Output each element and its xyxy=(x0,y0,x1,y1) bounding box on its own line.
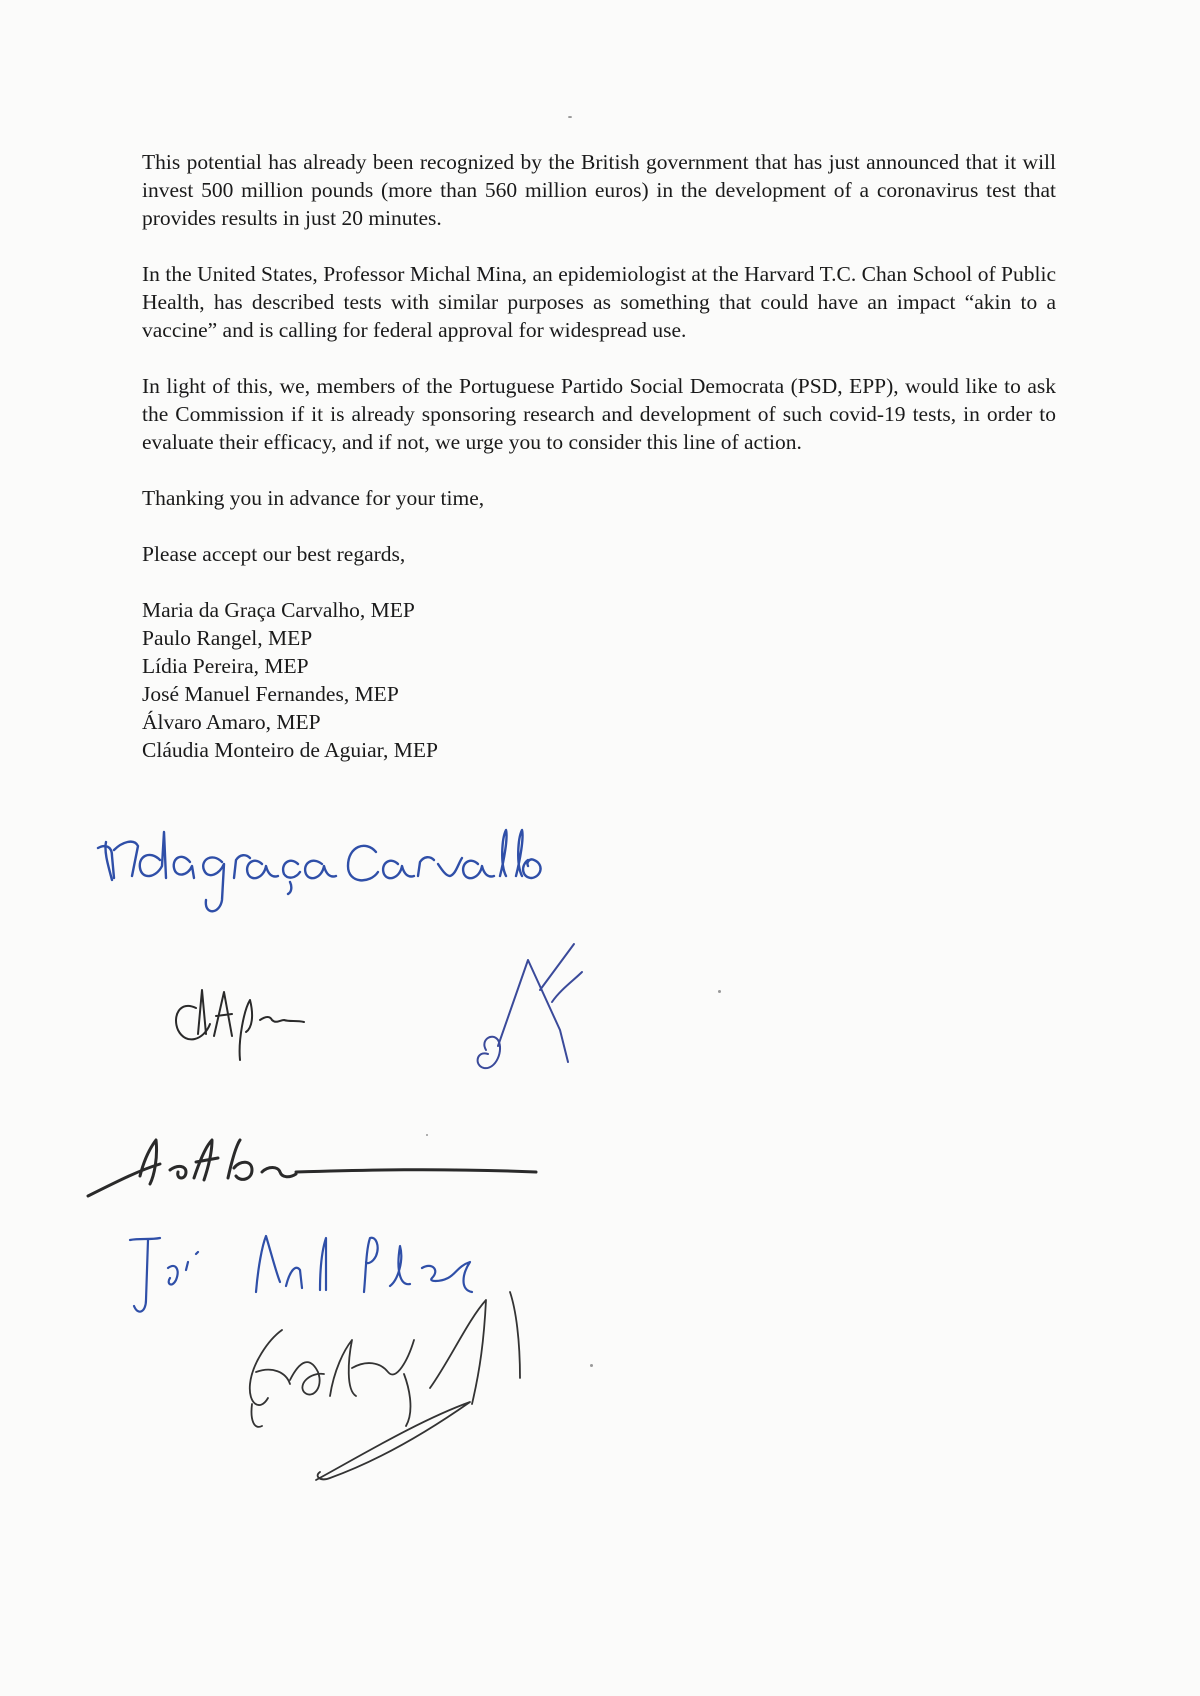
signatory-name: Cláudia Monteiro de Aguiar, MEP xyxy=(142,738,438,762)
scan-speck xyxy=(718,990,721,993)
signatory-name: Paulo Rangel, MEP xyxy=(142,626,313,650)
signatory-name: Álvaro Amaro, MEP xyxy=(142,710,321,734)
signatory-name: Maria da Graça Carvalho, MEP xyxy=(142,598,415,622)
scan-speck xyxy=(426,1134,428,1136)
paragraph-request: In light of this, we, members of the Portuguese Partido Social Democrata (PSD, EPP), would like to ask the Commission if it is already sponsoring research and development of such covid-19 tests, in order to evaluate their efficacy, and if not, we urge you to consider this line of action. xyxy=(142,374,1056,454)
paragraph-british-government: This potential has already been recognized by the British government that has just announced that it will invest 500 million pounds (more than 560 million euros) in the development of a coronavirus test that provides results in just 20 minutes. xyxy=(142,150,1056,230)
signature-aguiar xyxy=(176,990,304,1060)
signatory-name: José Manuel Fernandes, MEP xyxy=(142,682,399,706)
scan-speck xyxy=(568,116,572,118)
closing-thanks: Thanking you in advance for your time, xyxy=(142,486,485,510)
signatory-name: Lídia Pereira, MEP xyxy=(142,654,309,678)
signature-rangel xyxy=(478,944,582,1068)
closing-regards: Please accept our best regards, xyxy=(142,542,406,566)
signature-fernandes xyxy=(130,1236,472,1312)
signature-amaro xyxy=(250,1292,520,1480)
signature-pereira xyxy=(88,1140,536,1196)
scan-speck xyxy=(590,1364,593,1367)
paragraph-united-states: In the United States, Professor Michal Mina, an epidemiologist at the Harvard T.C. Chan School of Public Health, has described tests with similar purposes as something that could have an impact “akin to a vaccine” and is calling for federal approval for widespread use. xyxy=(142,262,1056,342)
signature-carvalho xyxy=(98,830,541,911)
